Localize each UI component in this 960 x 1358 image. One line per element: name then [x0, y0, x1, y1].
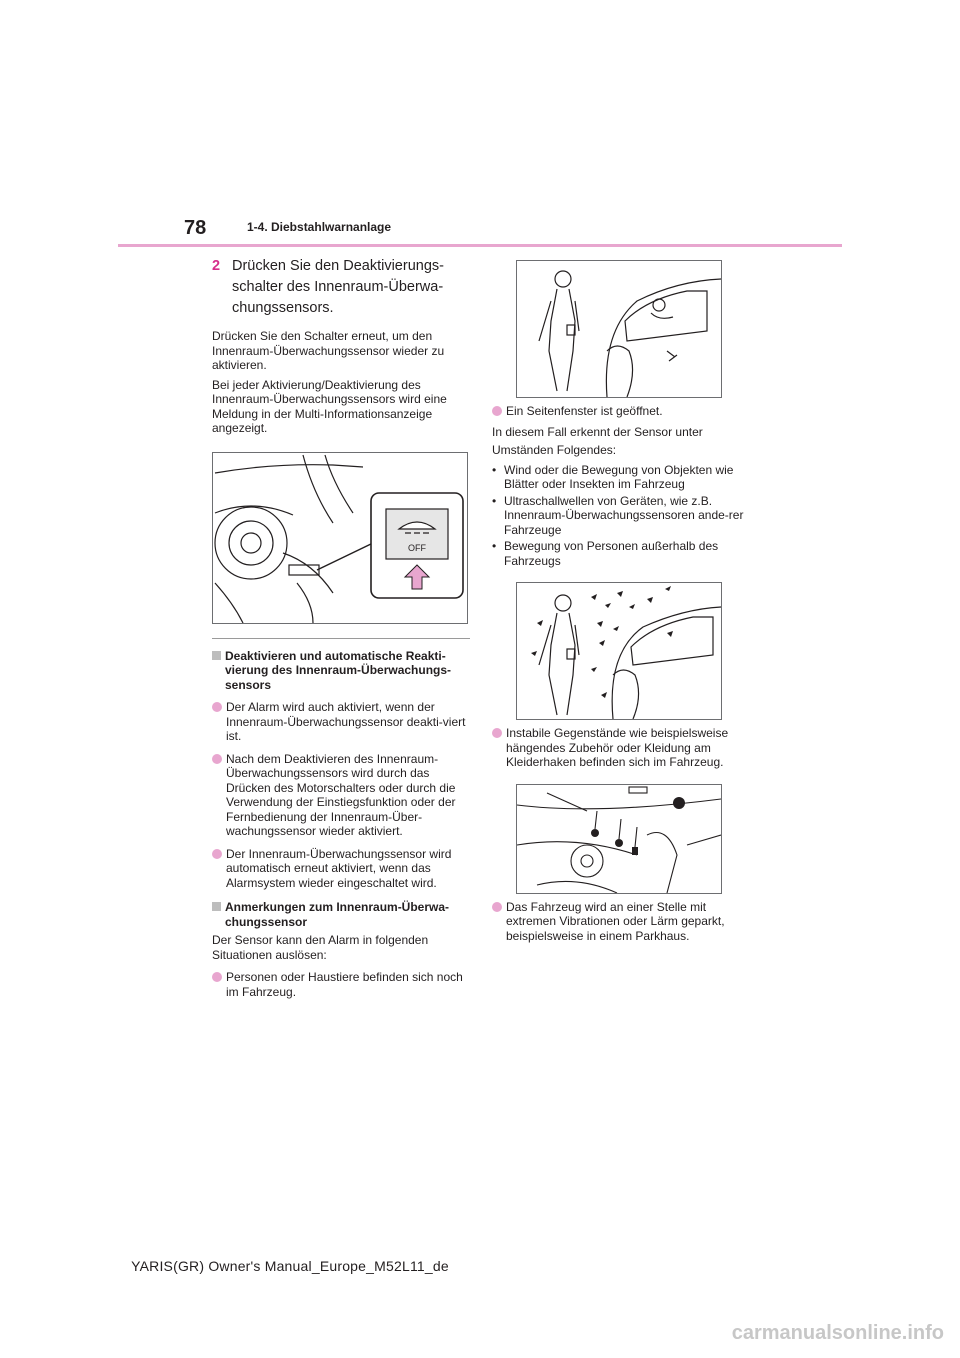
list-item-text: Bewegung von Personen außerhalb des Fahrzeugs: [504, 539, 719, 568]
step-text-line-3: chungssensors.: [232, 300, 334, 316]
situations-paragraph: Der Sensor kann den Alarm in folgenden Situationen auslösen:: [212, 933, 429, 962]
list-item-text: Ein Seitenfenster ist geöffnet.: [506, 404, 663, 418]
heading-square-icon: [212, 651, 221, 660]
footer-text: YARIS(GR) Owner's Manual_Europe_M52L11_de: [131, 1258, 449, 1274]
heading-deactivate-reactivate: [212, 649, 470, 693]
leaves-blowing-into-car-illustration: [517, 583, 721, 719]
list-mark: •: [492, 493, 497, 508]
list-item: [492, 900, 750, 944]
watermark: carmanualsonline.info: [731, 1322, 944, 1344]
list-item: [212, 700, 470, 744]
dashboard-switch-figure: [212, 452, 468, 624]
list-item-text: Der Innenraum-Überwachungssensor wird automatisch erneut aktiviert, wenn das Alarmsystem wieder eingeschaltet wird.: [226, 846, 452, 890]
list-item-text: Personen oder Haustiere befinden sich noch im Fahrzeug.: [226, 970, 463, 999]
off-label: OFF: [408, 542, 426, 553]
list-item: [492, 539, 750, 568]
list-item: [492, 494, 750, 538]
step-text: [232, 256, 444, 319]
list-mark: •: [492, 539, 497, 553]
leaves-figure: [516, 582, 722, 720]
open-window-figure: [516, 260, 722, 398]
bullet-dot-icon: [212, 849, 222, 859]
page-number: 78: [184, 217, 207, 239]
list-mark: •: [492, 462, 497, 477]
window-paragraph-line-1: In diesem Fall erkennt der Sensor unter: [492, 424, 703, 439]
list-item: [212, 847, 470, 891]
interior-figure: [516, 784, 722, 894]
step-number: 2: [212, 258, 221, 274]
bullet-dot-icon: [212, 702, 222, 712]
list-item: [212, 752, 470, 839]
person-at-car-window-illustration: [517, 261, 721, 397]
list-item: [212, 970, 470, 999]
heading-text: Anmerkungen zum Innenraum-Überwa-chungssensor: [225, 900, 450, 929]
section-title: 1-4. Diebstahlwarnanlage: [247, 220, 392, 234]
right-column: [492, 256, 750, 943]
heading-square-icon: [212, 902, 221, 911]
step-2: [212, 256, 470, 319]
heading-sensor-notes: [212, 900, 470, 929]
message-paragraph: Bei jeder Aktivierung/Deaktivierung des Innenraum-Überwachungssensors wird eine Meldung in der Multi-Informationsanzeige angezeigt.: [212, 377, 447, 435]
hanging-items-interior-illustration: [517, 785, 721, 893]
bullet-dot-icon: [212, 754, 222, 764]
list-item-text: Ultraschallwellen von Geräten, wie z.B. Innenraum-Überwachungssensoren ande-rer Fahrzeuge: [504, 493, 744, 537]
list-item: [492, 404, 750, 419]
left-column: [212, 256, 470, 999]
bullet-dot-icon: [212, 972, 222, 982]
list-item-text: Instabile Gegenstände wie beispielsweise hängendes Zubehör oder Kleidung am Kleiderhaken befinden sich im Fahrzeug.: [506, 726, 729, 769]
footer-manual-id: [0, 1258, 960, 1274]
window-paragraph-line-2: Umständen Folgendes:: [492, 443, 617, 457]
bullet-dot-icon: [492, 406, 502, 416]
reactivate-paragraph: Drücken Sie den Schalter erneut, um den Innenraum-Überwachungssensor wieder zu aktivieren.: [212, 329, 445, 372]
list-item-text: Der Alarm wird auch aktiviert, wenn der Innenraum-Überwachungssensor deakti-viert ist.: [226, 700, 466, 743]
step-text-line-1: Drücken Sie den Deaktivierungs-: [232, 258, 444, 274]
header-rule: [118, 244, 842, 247]
list-item-text: Wind oder die Bewegung von Objekten wie Blätter oder Insekten im Fahrzeug: [504, 462, 734, 491]
heading-text: Deaktivieren und automatische Reakti-vierung des Innenraum-Überwachungs-sensors: [225, 648, 452, 692]
detected-causes-list: [492, 463, 750, 569]
section-divider: [212, 638, 470, 639]
bullet-dot-icon: [492, 728, 502, 738]
step-text-line-2: schalter des Innenraum-Überwa-: [232, 279, 444, 295]
list-item-text: Das Fahrzeug wird an einer Stelle mit extremen Vibrationen oder Lärm geparkt, beispielsweise in einem Parkhaus.: [506, 899, 725, 943]
list-item: [492, 726, 750, 770]
list-item: [492, 463, 750, 492]
bullet-dot-icon: [492, 902, 502, 912]
list-item-text: Nach dem Deaktivieren des Innenraum-Überwachungssensors wird durch das Drücken des Motorschalters oder durch die Verwendung der Einstiegsfunktion oder der Fernbedienung der Innenraum-Über-wachungssensor wieder aktiviert.: [226, 751, 456, 838]
dashboard-illustration: [213, 453, 467, 623]
